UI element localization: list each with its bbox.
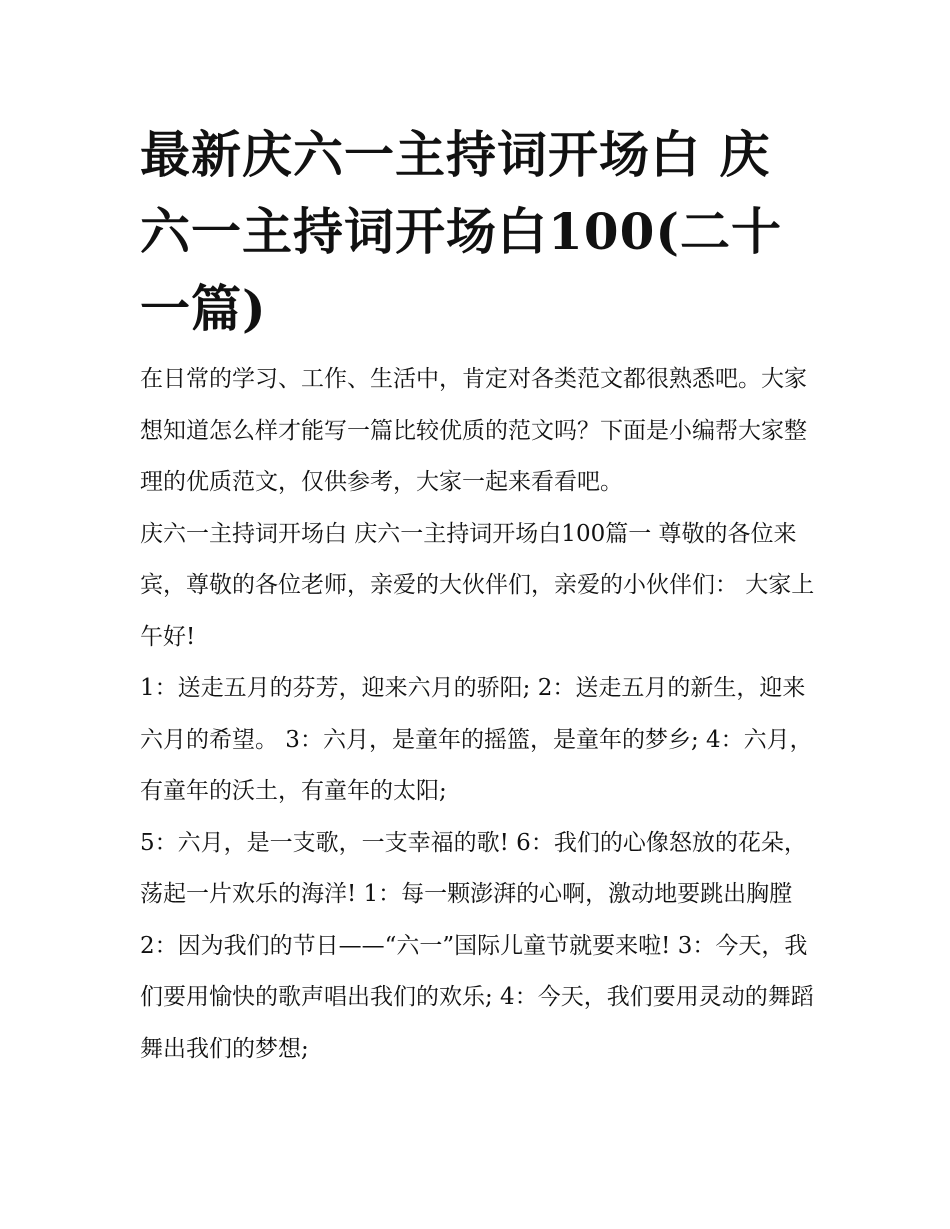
paragraph-greeting: 庆六一主持词开场白 庆六一主持词开场白100篇一 尊敬的各位来宾，尊敬的各位老师，亲爱的大伙伴们，亲爱的小伙伴们： 大家上午好! xyxy=(140,520,815,650)
paragraph-lines-2-4: 2：因为我们的节日——“六一”国际儿童节就要来啦! 3：今天，我们要用愉快的歌声唱出我们的欢乐; 4：今天，我们要用灵动的舞蹈舞出我们的梦想; xyxy=(140,932,814,1062)
paragraph-lines-1-4: 1：送走五月的芬芳，迎来六月的骄阳; 2：送走五月的新生，迎来六月的希望。 3：六月，是童年的摇篮，是童年的梦乡; 4：六月，有童年的沃土，有童年的太阳; xyxy=(140,675,813,804)
paragraph-lines-5-1: 5：六月，是一支歌，一支幸福的歌! 6：我们的心像怒放的花朵，荡起一片欢乐的海洋! 1：每一颗澎湃的心啊，激动地要跳出胸膛 xyxy=(140,829,807,907)
paragraph-intro: 在日常的学习、工作、生活中，肯定对各类范文都很熟悉吧。大家想知道怎么样才能写一篇比较优质的范文吗？下面是小编帮大家整理的优质范文，仅供参考，大家一起来看看吧。 xyxy=(140,366,807,495)
document-body xyxy=(140,354,820,1075)
document-title: 最新庆六一主持词开场白 庆六一主持词开场白100(二十一篇) xyxy=(140,125,783,338)
